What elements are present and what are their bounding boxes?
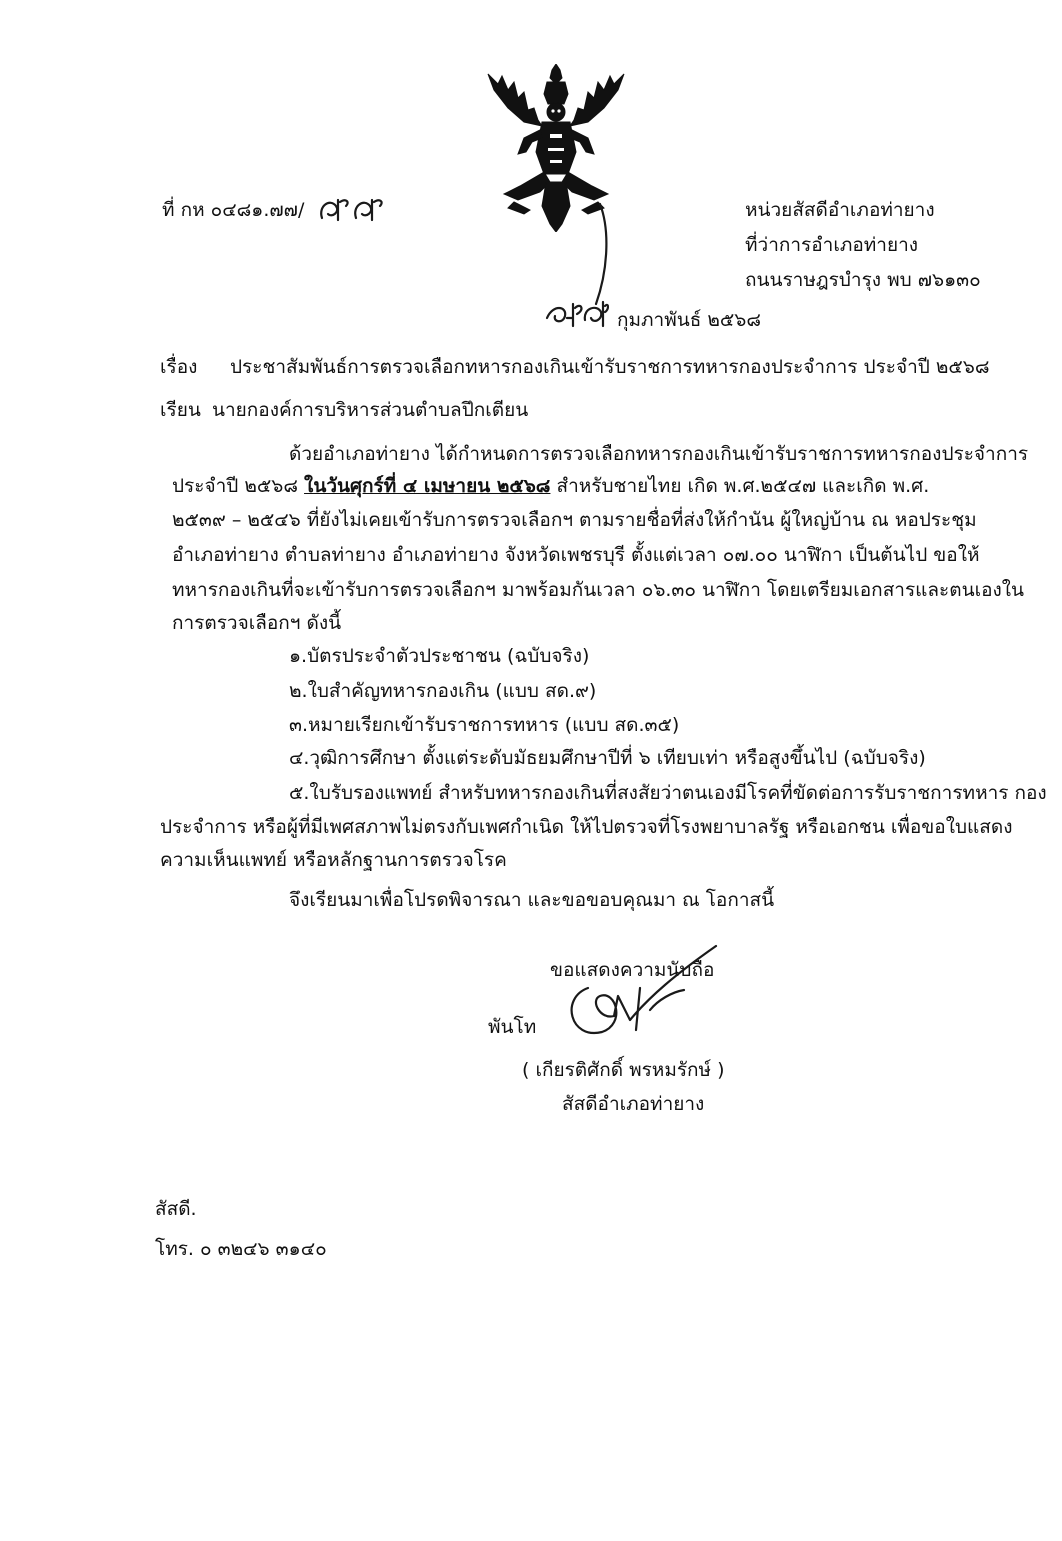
required-doc-item: ๔.วุฒิการศึกษา ตั้งแต่ระดับมัธยมศึกษาปีที่ ๖ เทียบเท่า หรือสูงขึ้นไป (ฉบับจริง) xyxy=(289,747,926,769)
signer-name: ( เกียรติศักดิ์ พรหมรักษ์ ) xyxy=(522,1059,725,1081)
office-line-2: ที่ว่าการอำเภอท่ายาง xyxy=(745,234,919,256)
footer-phone: โทร. ๐ ๓๒๔๖ ๓๑๔๐ xyxy=(155,1238,327,1260)
item5-continuation-2: ความเห็นแพทย์ หรือหลักฐานการตรวจโรค xyxy=(160,849,507,871)
date-text: กุมภาพันธ์ ๒๕๖๘ xyxy=(617,309,761,331)
subject-label: เรื่อง xyxy=(160,356,198,378)
closing-text: จึงเรียนมาเพื่อโปรดพิจารณา และขอขอบคุณมา ณ โอกาสนี้ xyxy=(289,889,775,911)
required-doc-item: ๒.ใบสำคัญทหารกองเกิน (แบบ สด.๙) xyxy=(289,680,597,702)
body-line-6: การตรวจเลือกฯ ดังนี้ xyxy=(172,612,342,634)
signer-rank: พันโท xyxy=(488,1016,537,1038)
handwritten-stroke xyxy=(590,200,620,310)
handwritten-ref-number xyxy=(316,192,386,226)
addressee-label: เรียน xyxy=(160,399,201,421)
body-line-1: ด้วยอำเภอท่ายาง ได้กำหนดการตรวจเลือกทหารกองเกินเข้ารับราชการทหารกองประจำการ xyxy=(289,443,1029,465)
office-line-3: ถนนราษฎรบำรุง พบ ๗๖๑๓๐ xyxy=(745,269,981,291)
required-doc-item: ๕.ใบรับรองแพทย์ สำหรับทหารกองเกินที่สงสัยว่าตนเองมีโรคที่ขัดต่อการรับราชการทหาร กอง xyxy=(289,782,1047,804)
signer-position: สัสดีอำเภอท่ายาง xyxy=(562,1093,705,1115)
signature-scribble xyxy=(540,940,740,1050)
office-line-1: หน่วยสัสดีอำเภอท่ายาง xyxy=(745,199,935,221)
footer-department: สัสดี. xyxy=(155,1198,197,1220)
body-line-3: ๒๕๓๙ – ๒๕๔๖ ที่ยังไม่เคยเข้ารับการตรวจเลือกฯ ตามรายชื่อที่ส่งให้กำนัน ผู้ใหญ่บ้าน ณ หอประชุม xyxy=(172,509,977,531)
reference-number: ที่ กห ๐๔๘๑.๗๗/ xyxy=(162,199,305,221)
subject-text: ประชาสัมพันธ์การตรวจเลือกทหารกองเกินเข้ารับราชการทหารกองประจำการ ประจำปี ๒๕๖๘ xyxy=(230,356,990,378)
body-line-2: ประจำปี ๒๕๖๘ ในวันศุกร์ที่ ๔ เมษายน ๒๕๖๘ สำหรับชายไทย เกิด พ.ศ.๒๕๔๗ และเกิด พ.ศ. xyxy=(172,475,930,497)
body-line-5: ทหารกองเกินที่จะเข้ารับการตรวจเลือกฯ มาพร้อมกันเวลา ๐๖.๓๐ นาฬิกา โดยเตรียมเอกสารและตนเองใน xyxy=(172,579,1025,601)
addressee-text: นายกองค์การบริหารส่วนตำบลปึกเตียน xyxy=(212,399,529,421)
item5-continuation-1: ประจำการ หรือผู้ที่มีเพศสภาพไม่ตรงกับเพศกำเนิด ให้ไปตรวจที่โรงพยาบาลรัฐ หรือเอกชน เพื่อขอใบแสดง xyxy=(160,816,1013,838)
regards-text: ขอแสดงความนับถือ xyxy=(550,959,715,981)
required-doc-item: ๓.หมายเรียกเข้ารับราชการทหาร (แบบ สด.๓๕) xyxy=(289,714,680,736)
exam-date-highlight: ในวันศุกร์ที่ ๔ เมษายน ๒๕๖๘ xyxy=(304,475,551,497)
handwritten-date-day xyxy=(545,296,609,332)
required-doc-item: ๑.บัตรประจำตัวประชาชน (ฉบับจริง) xyxy=(289,645,590,667)
body-line-4: อำเภอท่ายาง ตำบลท่ายาง อำเภอท่ายาง จังหวัดเพชรบุรี ตั้งแต่เวลา ๐๗.๐๐ นาฬิกา เป็นต้นไป ขอให้ xyxy=(172,544,980,566)
